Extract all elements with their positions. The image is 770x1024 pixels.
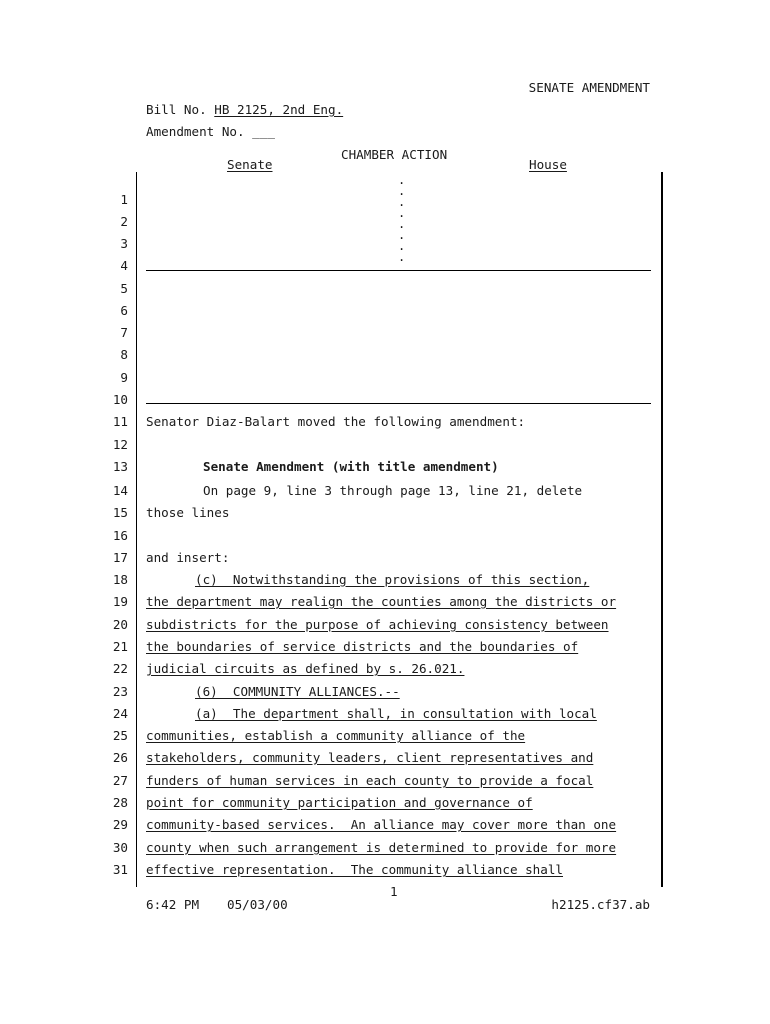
- line-number: 6: [120, 303, 128, 318]
- text-line: On page 9, line 3 through page 13, line 21, delete: [203, 483, 583, 498]
- text-line: those lines: [146, 505, 230, 520]
- text-line: the department may realign the counties among the districts or: [146, 594, 617, 609]
- right-margin-rule: [661, 172, 663, 887]
- line-number: 21: [112, 639, 128, 654]
- line-number: 26: [112, 750, 128, 765]
- line-number: 7: [120, 325, 128, 340]
- line-number: 12: [112, 437, 128, 452]
- senate-label: Senate: [227, 157, 273, 172]
- line-number: 19: [112, 594, 128, 609]
- line-number: 11: [112, 414, 128, 429]
- line-number: 15: [112, 505, 128, 520]
- text-line: judicial circuits as defined by s. 26.021.: [146, 661, 465, 676]
- house-label: House: [529, 157, 567, 172]
- text-line: point for community participation and governance of: [146, 795, 533, 810]
- line-number: 2: [120, 214, 128, 229]
- line-number: 30: [112, 840, 128, 855]
- chamber-action-title: CHAMBER ACTION: [341, 147, 448, 162]
- text-line: communities, establish a community alliance of the: [146, 728, 526, 743]
- bill-line: [146, 102, 343, 117]
- line-number: 18: [112, 572, 128, 587]
- text-line: the boundaries of service districts and the boundaries of: [146, 639, 579, 654]
- line-number: 23: [112, 684, 128, 699]
- chamber-action-bottom-rule: [146, 270, 651, 271]
- line-number: 9: [120, 370, 128, 385]
- line-number: 31: [112, 862, 128, 877]
- text-line: stakeholders, community leaders, client representatives and: [146, 750, 594, 765]
- line-number: 22: [112, 661, 128, 676]
- text-line: effective representation. The community alliance shall: [146, 862, 564, 877]
- chamber-divider-dots: . . . . . . . .: [398, 173, 406, 264]
- text-line: subdistricts for the purpose of achieving consistency between: [146, 617, 609, 632]
- amendment-label: Amendment No.: [146, 124, 253, 139]
- line-number: 25: [112, 728, 128, 743]
- amendment-line: [146, 124, 275, 139]
- line-number: 28: [112, 795, 128, 810]
- line-number: 1: [120, 192, 128, 207]
- line-number: 14: [112, 483, 128, 498]
- line-number: 17: [112, 550, 128, 565]
- text-line: funders of human services in each county to provide a focal: [146, 773, 594, 788]
- line-number: 4: [120, 258, 128, 273]
- line-number: 13: [112, 459, 128, 474]
- line-number: 27: [112, 773, 128, 788]
- footer-time: 6:42 PM: [146, 897, 200, 912]
- line-number: 3: [120, 236, 128, 251]
- line-number: 29: [112, 817, 128, 832]
- page-number: 1: [390, 884, 398, 899]
- footer-date: 05/03/00: [227, 897, 288, 912]
- text-line: and insert:: [146, 550, 230, 565]
- text-line: county when such arrangement is determined to provide for more: [146, 840, 617, 855]
- line-number: 20: [112, 617, 128, 632]
- document-type: SENATE AMENDMENT: [528, 80, 650, 95]
- text-line: (6) COMMUNITY ALLIANCES.--: [195, 684, 400, 699]
- left-margin-rule: [136, 172, 137, 887]
- bill-label: Bill No.: [146, 102, 215, 117]
- bill-number: HB 2125, 2nd Eng.: [214, 102, 344, 117]
- text-line: community-based services. An alliance may cover more than one: [146, 817, 617, 832]
- line-number: 16: [112, 528, 128, 543]
- amendment-heading: Senate Amendment (with title amendment): [203, 459, 499, 474]
- line-number: 5: [120, 281, 128, 296]
- line-number: 8: [120, 347, 128, 362]
- line-number: 10: [112, 392, 128, 407]
- action-box-bottom-rule: [146, 403, 651, 404]
- mover-statement: Senator Diaz-Balart moved the following amendment:: [146, 414, 526, 429]
- text-line: (a) The department shall, in consultation with local: [195, 706, 597, 721]
- footer-code: h2125.cf37.ab: [551, 897, 650, 912]
- line-number: 24: [112, 706, 128, 721]
- text-line: (c) Notwithstanding the provisions of this section,: [195, 572, 590, 587]
- amendment-number: ___: [252, 124, 275, 139]
